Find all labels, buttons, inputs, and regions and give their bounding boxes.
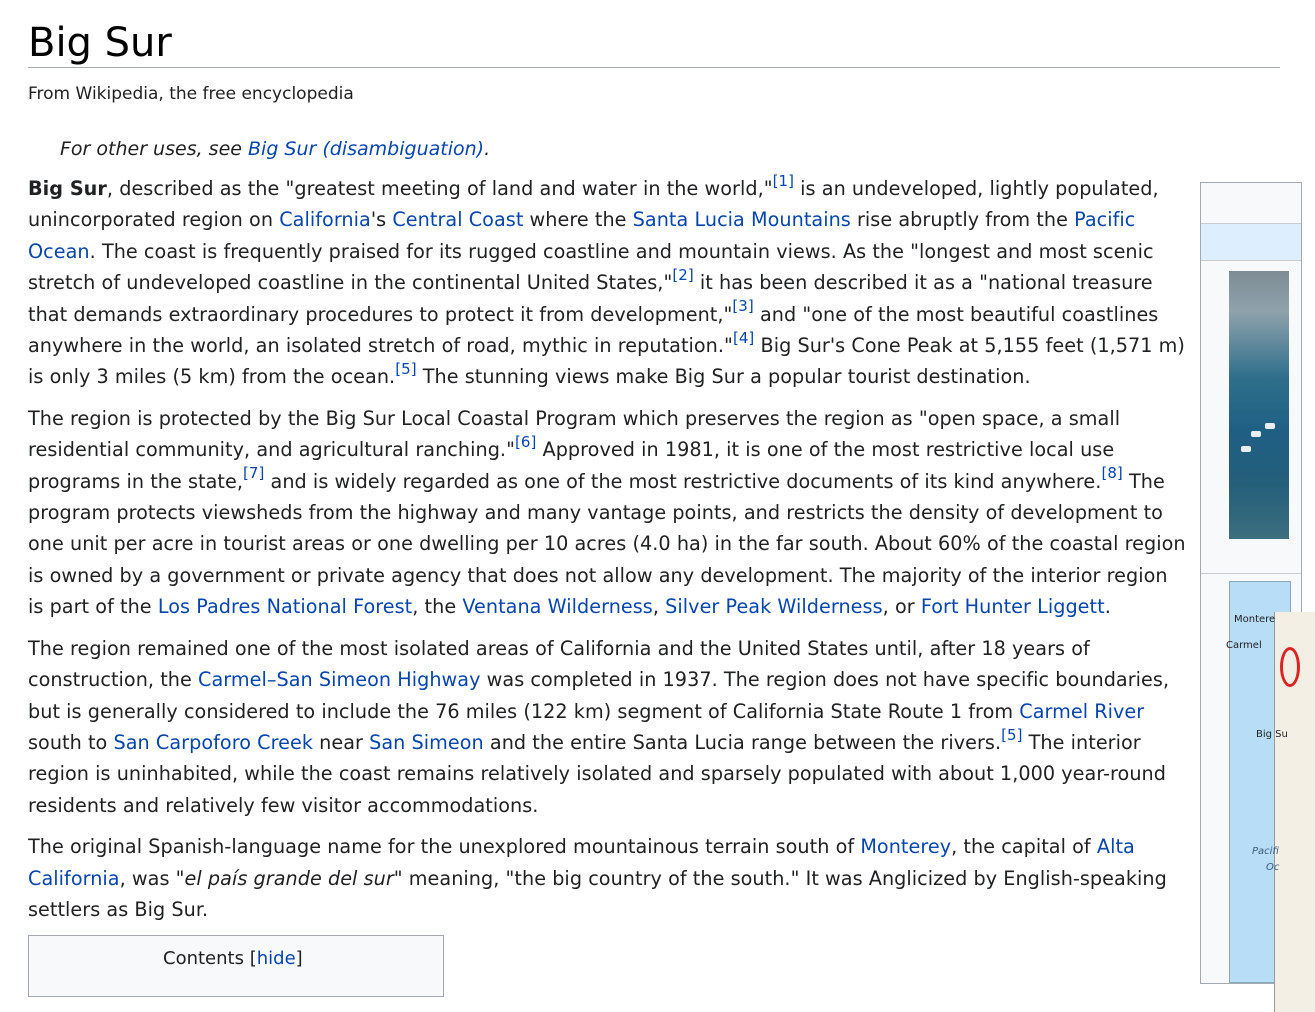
text: near xyxy=(313,730,370,754)
link-silver-peak-wilderness[interactable]: Silver Peak Wilderness xyxy=(665,595,883,619)
text: . xyxy=(1104,595,1111,619)
text: , was " xyxy=(119,866,185,890)
text: The region is protected by the Big Sur Local Coastal Program which preserves the region as "open space, a small residential community, and agricultural ranching." xyxy=(28,406,1121,462)
link-los-padres-national-forest[interactable]: Los Padres National Forest xyxy=(157,595,413,619)
map-label-big-sur: Big Su xyxy=(1256,729,1288,740)
citation-ref[interactable]: [5] xyxy=(395,360,417,379)
paragraph-name-origin xyxy=(28,831,1188,925)
coastline-photo[interactable] xyxy=(1229,271,1289,539)
map-label-monterey: Montere xyxy=(1234,614,1276,625)
citation-ref[interactable]: [5] xyxy=(1001,725,1023,744)
text: The interior region is uninhabited, while the coast remains relatively isolated and sparsely populated with about 1,000 year-round residents and relatively few visitor accommodations. xyxy=(28,730,1166,817)
link-monterey[interactable]: Monterey xyxy=(860,835,952,859)
text: is an undeveloped, lightly populated, unincorporated region on xyxy=(28,177,1159,232)
toc-hide-toggle[interactable]: hide xyxy=(256,948,296,969)
location-marker-icon xyxy=(1280,647,1300,687)
link-san-simeon[interactable]: San Simeon xyxy=(369,730,484,754)
map-label-ocean: Oc xyxy=(1266,862,1280,873)
text: The program protects viewsheds from the highway and many vantage points, and restricts the density of development to one unit per acre in tourist areas or one dwelling per 10 acres (4.0 ha) in the far south. About 60% of the coastal region is owned by a government or private agency that does not allow any development. The majority of the interior region is part of the xyxy=(28,469,1186,619)
toc-header xyxy=(163,948,303,969)
text: , described as the "greatest meeting of land and water in the world," xyxy=(106,177,773,200)
italic-phrase: el país grande del sur xyxy=(184,866,394,890)
rock-shape xyxy=(1265,423,1275,429)
link-carmel-san-simeon-highway[interactable]: Carmel–San Simeon Highway xyxy=(198,668,481,692)
text: where the xyxy=(523,208,633,232)
rock-shape xyxy=(1241,446,1251,452)
text: , the capital of xyxy=(951,835,1097,859)
location-map[interactable] xyxy=(1226,581,1291,983)
citation-ref[interactable]: [8] xyxy=(1101,464,1123,483)
paragraph-protection xyxy=(28,403,1188,623)
link-fort-hunter-liggett[interactable]: Fort Hunter Liggett xyxy=(920,595,1105,619)
link-carmel-river[interactable]: Carmel River xyxy=(1019,699,1145,723)
site-tagline: From Wikipedia, the free encyclopedia xyxy=(28,84,354,104)
text: " meaning, "the big country of the south." It was Anglicized by English-speaking settlers as Big Sur. xyxy=(28,866,1167,921)
text: Approved in 1981, it is one of the most restrictive local use programs in the state, xyxy=(28,438,1115,493)
table-of-contents xyxy=(28,935,444,997)
toc-bracket-open: [ xyxy=(249,948,257,969)
text: The stunning views make Big Sur a popular tourist destination. xyxy=(416,365,1031,389)
text: , or xyxy=(882,595,921,619)
citation-ref[interactable]: [3] xyxy=(732,297,754,316)
text: south to xyxy=(28,730,114,754)
hatnote-suffix: . xyxy=(484,138,491,160)
text: , the xyxy=(412,595,463,619)
page-title: Big Sur xyxy=(28,20,172,66)
map-label-carmel: Carmel xyxy=(1226,640,1262,651)
link-central-coast[interactable]: Central Coast xyxy=(392,208,524,232)
link-ventana-wilderness[interactable]: Ventana Wilderness xyxy=(462,595,653,619)
text: The original Spanish-language name for the unexplored mountainous terrain south of xyxy=(28,835,861,859)
link-california[interactable]: California xyxy=(279,208,371,232)
text: . The coast is frequently praised for its rugged coastline and mountain views. As the "longest and most scenic stretch of undeveloped coastline in the continental United States," xyxy=(28,239,1154,295)
link-alta-california[interactable]: Alta California xyxy=(28,835,1135,890)
text: was completed in 1937. The region does not have specific boundaries, but is generally considered to include the 76 miles (122 km) segment of California State Route 1 from xyxy=(28,668,1170,723)
paragraph-history xyxy=(28,633,1188,821)
infobox-header xyxy=(1201,223,1301,261)
text: , xyxy=(652,595,666,619)
text: and is widely regarded as one of the most restrictive documents of its kind anywhere. xyxy=(264,469,1102,493)
citation-ref[interactable]: [7] xyxy=(242,464,265,483)
text: and "one of the most beautiful coastlines anywhere in the world, an isolated stretch of road, mythic in reputation." xyxy=(28,302,1159,358)
toc-title: Contents xyxy=(163,948,244,969)
citation-ref[interactable]: [2] xyxy=(672,265,694,284)
citation-ref[interactable]: [1] xyxy=(772,171,795,190)
article-content xyxy=(28,0,1188,67)
article-body xyxy=(28,173,1188,935)
toc-bracket-close: ] xyxy=(295,948,303,969)
link-santa-lucia-mountains[interactable]: Santa Lucia Mountains xyxy=(632,208,851,232)
rock-shape xyxy=(1251,431,1261,437)
hatnote xyxy=(60,135,490,163)
title-divider xyxy=(28,67,1280,68)
text: The region remained one of the most isolated areas of California and the United States until, after 18 years of construction, the xyxy=(28,636,1090,692)
text: it has been described it as a "national treasure that demands extraordinary procedures to protect it from development," xyxy=(28,271,1153,326)
text: 's xyxy=(370,208,393,232)
text: rise abruptly from the xyxy=(850,208,1075,232)
infobox-divider xyxy=(1201,573,1301,574)
citation-ref[interactable]: [4] xyxy=(732,328,755,347)
map-label-pacific: Pacifi xyxy=(1252,846,1279,857)
hatnote-prefix: For other uses, see xyxy=(60,138,248,160)
text: Big Sur's Cone Peak at 5,155 feet (1,571 m) is only 3 miles (5 km) from the ocean. xyxy=(28,334,1185,389)
citation-ref[interactable]: [6] xyxy=(514,432,537,451)
link-pacific-ocean[interactable]: Pacific Ocean xyxy=(28,208,1136,263)
disambiguation-link[interactable]: Big Sur (disambiguation) xyxy=(248,138,485,160)
paragraph-intro xyxy=(28,173,1188,393)
bold-term: Big Sur xyxy=(28,177,107,200)
text: and the entire Santa Lucia range between the rivers. xyxy=(483,730,1002,754)
link-san-carpoforo-creek[interactable]: San Carpoforo Creek xyxy=(113,730,313,754)
infobox xyxy=(1200,182,1302,984)
